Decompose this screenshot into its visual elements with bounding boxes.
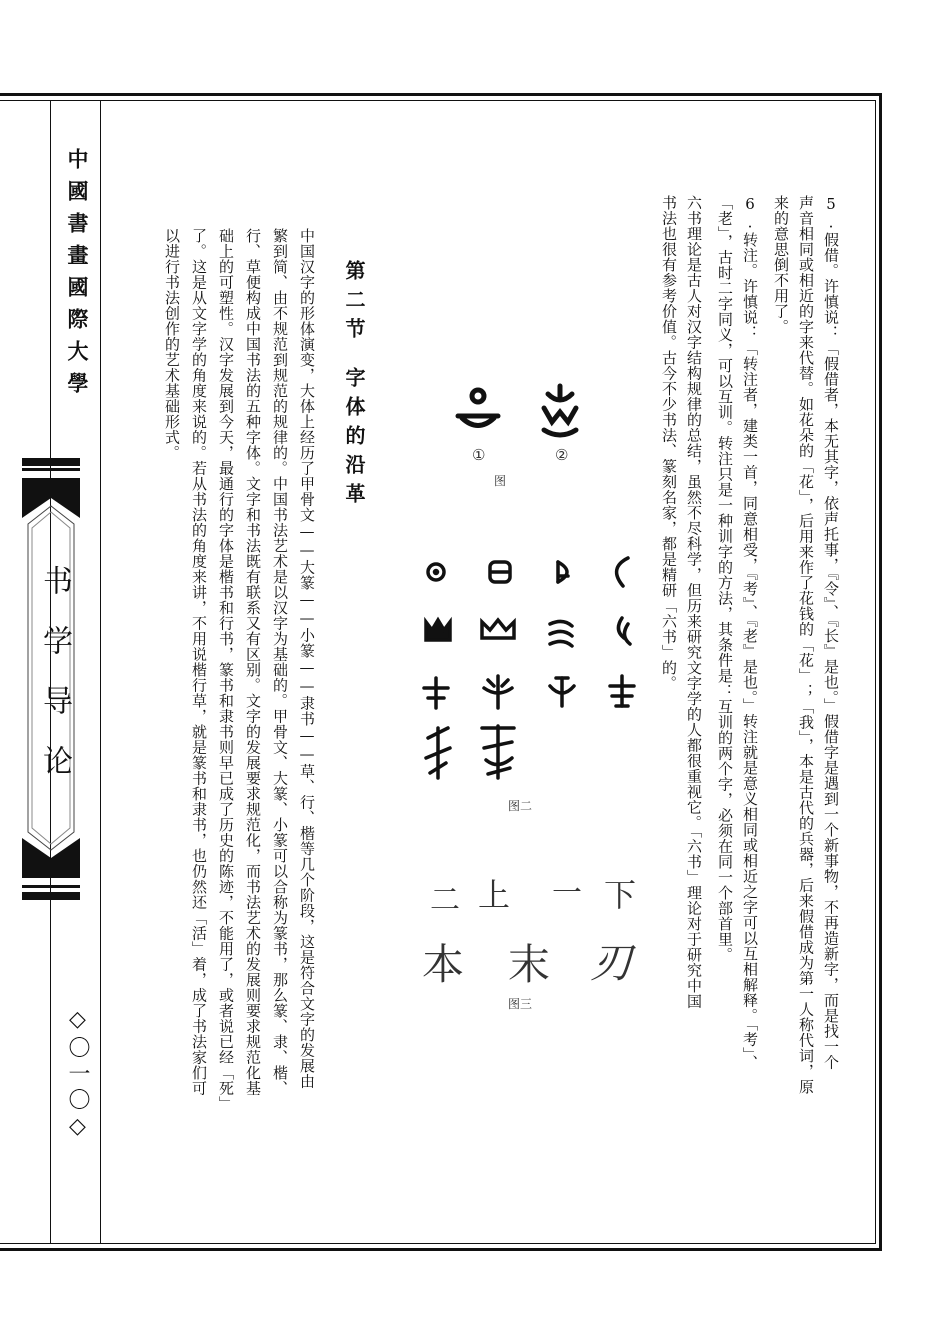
- upper-text-block: [662, 195, 842, 1185]
- figure-three-char: 一: [552, 876, 582, 911]
- figure-two-glyphs: [418, 548, 648, 798]
- cartouche-bottom-band: [22, 892, 80, 900]
- upper-text-column: 「老」，古时二字同义，可以互训。转注只是一种训字的方法，其条件是：互训的两个字，必须在同一个部首里。: [716, 195, 734, 963]
- figure-three-char: 末: [508, 940, 551, 989]
- lower-text-column: 繁到简、由不规范到规范的规律的。中国书法艺术是以汉字为基础的。甲骨文、大篆、小篆可以合称为篆书，那么篆、隶、楷、: [271, 228, 289, 1096]
- figure-three-char: 上: [478, 876, 511, 914]
- lower-text-column: 础上的可塑性。汉字发展到今天，最通行的字体是楷书和行书，篆书和隶书则早已成了历史的陈迹，不能用了，或者说已经「死」: [217, 228, 235, 1112]
- upper-text-column: 声音相同或相近的字来代替。如花朵的「花」，后用来作了花钱的「花」；「我」，本是古代的兵器，后来假借成为第一人称代词，原: [797, 195, 815, 1095]
- book-title: 书学导论: [37, 565, 72, 805]
- figure-three-char: 下: [604, 876, 637, 914]
- cartouche-bottom-band-thin: [22, 885, 80, 888]
- lower-text-block: [148, 228, 318, 1188]
- figure-three-char: 刃: [590, 938, 633, 987]
- cartouche-top-band-thin: [22, 468, 80, 471]
- figure-three-label: 图三: [508, 997, 533, 1011]
- figure-three-char: 二: [430, 883, 460, 918]
- upper-text-column: 6.转注。许慎说：「转注者，建类一首，同意相受，『考』、『老』是也。」转注就是意义相同或相近之字可以互相解释。「考」、: [741, 195, 759, 1071]
- lower-text-column: 了。这是从文字学的角度来说的。若从书法的角度来讲，不用说楷行草，就是篆书和隶书，也仍然还「活」着，成了书法家们可: [190, 228, 208, 1096]
- upper-text-column: 5.假借。许慎说：「假借者，本无其字，依声托事，『令』、『长』是也。」假借字是遇到一个新事物，不再造新字，而是找一个: [822, 195, 840, 1070]
- section-heading: [340, 260, 369, 512]
- figure-one-label: 图: [494, 474, 507, 488]
- page-number: ◇〇一〇◇: [65, 1007, 90, 1143]
- figure-one-glyphs: [448, 378, 588, 448]
- section-title: 字体的沿革: [342, 367, 366, 512]
- upper-text-column: 来的意思倒不用了。: [772, 195, 790, 335]
- figure-one-mark: ①: [472, 446, 486, 464]
- cartouche-top-band: [22, 458, 80, 466]
- sidebar-rule-right: [100, 100, 101, 1244]
- lower-text-column: 行、草便构成中国书法的五种字体。文字和书法既有联系又有区别。文字的发展要求规范化，而书法艺术的发展则要求规范化基: [244, 228, 262, 1096]
- figure-two-label: 图二: [508, 799, 533, 813]
- lower-text-column: 以进行书法创作的艺术基础形式。: [163, 228, 181, 461]
- figure-one-mark: ②: [555, 446, 569, 464]
- figure-three-char: 本: [422, 940, 465, 989]
- upper-text-column: 书法也很有参考价值。古今不少书法、篆刻名家，都是精研「六书」的。: [660, 195, 678, 691]
- series-title: 中國書畫國際大學: [65, 148, 90, 404]
- section-number: 第二节: [342, 260, 366, 347]
- lower-text-column: 中国汉字的形体演变，大体上经历了甲骨文——大篆——小篆——隶书——草、行、楷等几个阶段，这是符合文字的发展由: [298, 228, 316, 1089]
- upper-text-column: 六书理论是古人对汉字结构规律的总结，虽然不尽科学，但历来研究文字学的人都很重视它。「六书」理论对于研究中国: [685, 195, 703, 1009]
